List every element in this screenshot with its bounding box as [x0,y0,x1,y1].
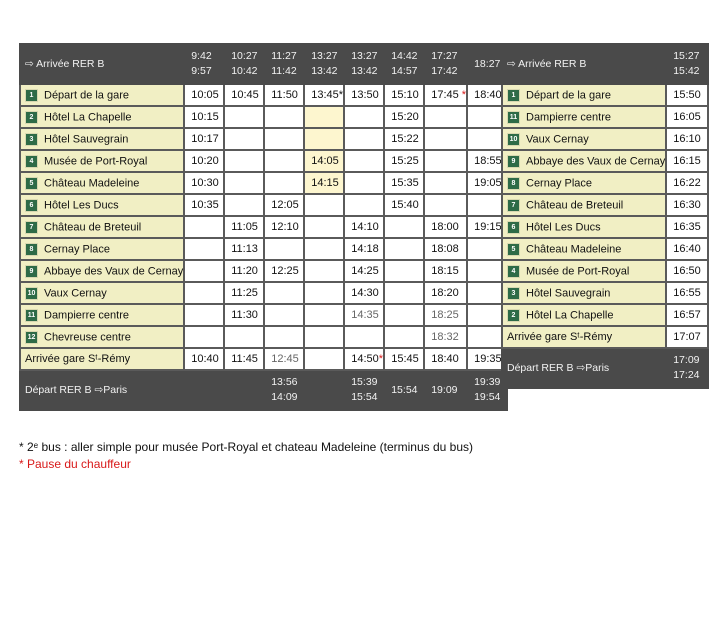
time-cell: 18:55 [467,150,507,172]
time-cell: 18:32 [424,326,467,348]
table-row [502,150,708,172]
time-cell [184,282,224,304]
time-cell [264,150,304,172]
time-cell: 11:45 [224,348,264,370]
time-cell: 18:25 [424,304,467,326]
stop-label: Abbaye des Vaux de Cernay [44,265,184,277]
stop-label: Hôtel Les Ducs [44,199,119,211]
time-cell [264,238,304,260]
driver-break-marker: * [458,89,467,101]
time-cell: 15:45 [384,348,424,370]
time-cell: 15:25 [384,150,424,172]
stop-number-badge: 5 [25,177,38,190]
time-cell: 18:40 [424,348,467,370]
time-cell: 14:05 [304,150,344,172]
stop-number-badge: 9 [25,265,38,278]
stop-number-badge: 1 [25,89,38,102]
stop-label: Hôtel Sauvegrain [526,287,611,299]
stop-number-badge: 3 [25,133,38,146]
time-cell [184,260,224,282]
time-cell: 10:20 [184,150,224,172]
table-row [502,194,708,216]
stop-name-cell [20,348,184,370]
time-cell: 14:18 [344,238,384,260]
table-row [502,260,708,282]
table-row [20,238,507,260]
stop-label: Musée de Port-Royal [44,155,148,167]
stop-number-badge: 11 [507,111,520,124]
footer-label: Départ RER B ⇨Paris [502,348,666,388]
table-row [502,216,708,238]
stop-number-badge: 5 [507,243,520,256]
time-cell: 17:07 [666,326,708,348]
time-cell [424,172,467,194]
stop-name-cell [502,282,666,304]
time-cell: 11:30 [224,304,264,326]
stop-name-cell [20,260,184,282]
table-row [20,172,507,194]
header-time: 18:27 [467,44,507,84]
time-cell [424,150,467,172]
stop-number-badge: 4 [25,155,38,168]
time-cell: 16:15 [666,150,708,172]
stop-number-badge: 2 [25,111,38,124]
stop-label: Chevreuse centre [44,331,131,343]
table-row [20,348,507,370]
stop-label: Vaux Cernay [526,133,589,145]
table-row [502,128,708,150]
stop-number-badge: 8 [25,243,38,256]
time-cell [264,304,304,326]
time-cell [184,216,224,238]
time-cell [344,150,384,172]
stop-name-cell [502,106,666,128]
stop-number-badge: 3 [507,287,520,300]
time-cell [424,128,467,150]
time-cell [384,304,424,326]
table-row [502,304,708,326]
stop-label: Château Madeleine [526,243,622,255]
time-cell: 16:10 [666,128,708,150]
stop-number-badge: 9 [507,155,520,168]
time-cell [344,172,384,194]
time-cell: 10:05 [184,84,224,106]
stop-number-badge: 2 [507,309,520,322]
footer-time: 19:39 19:54 [467,370,507,410]
time-cell [344,106,384,128]
time-cell: 16:57 [666,304,708,326]
time-cell [304,106,344,128]
time-cell [224,150,264,172]
stop-name-cell [502,326,666,348]
header-time: 17:27 17:42 [424,44,467,84]
time-cell [304,282,344,304]
time-cell: 11:50 [264,84,304,106]
table-row [502,172,708,194]
stop-name-cell [502,304,666,326]
time-cell: 11:20 [224,260,264,282]
time-cell: 12:25 [264,260,304,282]
time-cell [304,260,344,282]
time-cell: 15:10 [384,84,424,106]
footer-time: 19:09 [424,370,467,410]
stop-name-cell [20,326,184,348]
stop-number-badge: 12 [25,331,38,344]
time-cell [344,128,384,150]
stop-label: Arrivée gare Sᵗ-Rémy [25,353,131,366]
footer-time [224,370,264,410]
time-cell [184,304,224,326]
header-time: 13:27 13:42 [304,44,344,84]
table-row [20,326,507,348]
footer-time: 15:39 15:54 [344,370,384,410]
time-cell: 16:55 [666,282,708,304]
stop-number-badge: 4 [507,265,520,278]
time-cell: 10:17 [184,128,224,150]
time-cell: 16:50 [666,260,708,282]
time-cell: 16:40 [666,238,708,260]
time-cell [264,172,304,194]
stop-label: Départ de la gare [44,89,129,101]
header-label: ⇨ Arrivée RER B [502,44,666,84]
table-row [20,194,507,216]
table-row [502,282,708,304]
time-cell: 17:45 * [424,84,467,106]
stop-name-cell [20,238,184,260]
header-time: 15:27 15:42 [666,44,708,84]
time-cell: 15:40 [384,194,424,216]
footer-time: 15:54 [384,370,424,410]
time-cell: 10:35 [184,194,224,216]
stop-number-badge: 6 [507,221,520,234]
time-cell: 15:20 [384,106,424,128]
time-cell: 14:35 [344,304,384,326]
time-cell: 18:00 [424,216,467,238]
stop-label: Château de Breteuil [526,199,624,211]
time-cell [384,326,424,348]
stop-number-badge: 11 [25,309,38,322]
stop-name-cell [20,216,184,238]
stop-name-cell [502,172,666,194]
footer-row [20,370,507,410]
stop-name-cell [20,304,184,326]
header-label: ⇨ Arrivée RER B [20,44,184,84]
stop-name-cell [502,128,666,150]
time-cell: 13:50 [344,84,384,106]
footer-time: 13:56 14:09 [264,370,304,410]
header-row [502,44,708,84]
time-cell: 11:13 [224,238,264,260]
stop-number-badge: 8 [507,177,520,190]
table-row [502,238,708,260]
time-cell: 18:15 [424,260,467,282]
stop-number-badge: 7 [25,221,38,234]
time-cell [304,348,344,370]
table-row [20,84,507,106]
stop-label: Vaux Cernay [44,287,107,299]
time-cell: 12:45 [264,348,304,370]
driver-break-marker: * [378,353,384,365]
header-time: 13:27 13:42 [344,44,384,84]
time-cell [304,304,344,326]
stop-label: Dampierre centre [44,309,129,321]
stop-label: Musée de Port-Royal [526,265,630,277]
table-row [20,150,507,172]
footer-time: 17:09 17:24 [666,348,708,388]
footnote-driver-break: * Pause du chauffeur [19,457,131,471]
stop-name-cell [20,194,184,216]
time-cell [304,128,344,150]
time-cell: 10:40 [184,348,224,370]
stop-label: Cernay Place [526,177,593,189]
stop-name-cell [502,84,666,106]
schedule-table-main [19,43,508,411]
time-cell [184,238,224,260]
time-cell: 10:45 [224,84,264,106]
stop-name-cell [20,106,184,128]
time-cell: 15:35 [384,172,424,194]
time-cell [224,128,264,150]
time-cell [384,216,424,238]
header-time: 14:42 14:57 [384,44,424,84]
time-cell [424,194,467,216]
time-cell [304,326,344,348]
stop-label: Cernay Place [44,243,111,255]
stop-name-cell [20,150,184,172]
stop-name-cell [20,172,184,194]
time-cell: 15:50 [666,84,708,106]
time-cell [224,194,264,216]
time-cell [264,128,304,150]
stop-label: Hôtel La Chapelle [44,111,132,123]
table-row [502,106,708,128]
stop-label: Abbaye des Vaux de Cernay [526,155,666,167]
time-cell: 18:40 [467,84,507,106]
header-time: 11:27 11:42 [264,44,304,84]
time-cell: 14:10 [344,216,384,238]
time-cell [264,106,304,128]
table-row [20,216,507,238]
time-cell: 14:15 [304,172,344,194]
time-cell [304,194,344,216]
table-row [20,128,507,150]
stop-label: Château Madeleine [44,177,140,189]
time-cell: 16:30 [666,194,708,216]
time-cell [224,106,264,128]
stop-name-cell [502,238,666,260]
table-row [502,326,708,348]
time-cell: 19:05 [467,172,507,194]
table-row [20,106,507,128]
stop-label: Château de Breteuil [44,221,142,233]
time-cell: 10:30 [184,172,224,194]
time-cell: 16:22 [666,172,708,194]
table-row [502,84,708,106]
header-time: 9:42 9:57 [184,44,224,84]
footer-label: Départ RER B ⇨Paris [20,370,184,410]
time-cell: 16:35 [666,216,708,238]
time-cell [264,282,304,304]
time-cell [264,326,304,348]
stop-number-badge: 10 [507,133,520,146]
stop-name-cell [20,282,184,304]
time-cell: 13:45* [304,84,344,106]
time-cell [304,216,344,238]
time-cell [384,260,424,282]
time-cell: 14:50* [344,348,384,370]
stop-name-cell [20,84,184,106]
time-cell [344,326,384,348]
stop-label: Dampierre centre [526,111,611,123]
footnote-second-bus: * 2ᵉ bus : aller simple pour musée Port-Royal et chateau Madeleine (terminus du bus) [19,440,474,454]
time-cell [344,194,384,216]
footer-row [502,348,708,388]
time-cell [224,326,264,348]
schedule-table-return [501,43,709,389]
table-row [20,282,507,304]
time-cell: 12:05 [264,194,304,216]
stop-label: Hôtel Les Ducs [526,221,601,233]
stop-name-cell [502,216,666,238]
table-row [20,304,507,326]
time-cell: 12:10 [264,216,304,238]
stop-number-badge: 6 [25,199,38,212]
stop-name-cell [502,260,666,282]
time-cell: 11:05 [224,216,264,238]
stop-label: Arrivée gare Sᵗ-Rémy [507,331,613,344]
time-cell [184,326,224,348]
time-cell [424,106,467,128]
time-cell: 18:08 [424,238,467,260]
footer-time [304,370,344,410]
time-cell [384,238,424,260]
time-cell: 10:15 [184,106,224,128]
stop-name-cell [502,194,666,216]
time-cell: 11:25 [224,282,264,304]
time-cell: 18:20 [424,282,467,304]
stop-label: Départ de la gare [526,89,611,101]
stop-label: Hôtel Sauvegrain [44,133,129,145]
time-cell [384,282,424,304]
time-cell [304,238,344,260]
stop-name-cell [20,128,184,150]
stop-number-badge: 7 [507,199,520,212]
stop-name-cell [502,150,666,172]
header-row [20,44,507,84]
time-cell: 15:22 [384,128,424,150]
table-row [20,260,507,282]
footer-time [184,370,224,410]
time-cell: 14:30 [344,282,384,304]
time-cell: 16:05 [666,106,708,128]
time-cell [224,172,264,194]
stop-label: Hôtel La Chapelle [526,309,614,321]
time-cell: 19:35 [467,348,507,370]
header-time: 10:27 10:42 [224,44,264,84]
time-cell: 19:15 [467,216,507,238]
stop-number-badge: 1 [507,89,520,102]
stop-number-badge: 10 [25,287,38,300]
time-cell: 14:25 [344,260,384,282]
